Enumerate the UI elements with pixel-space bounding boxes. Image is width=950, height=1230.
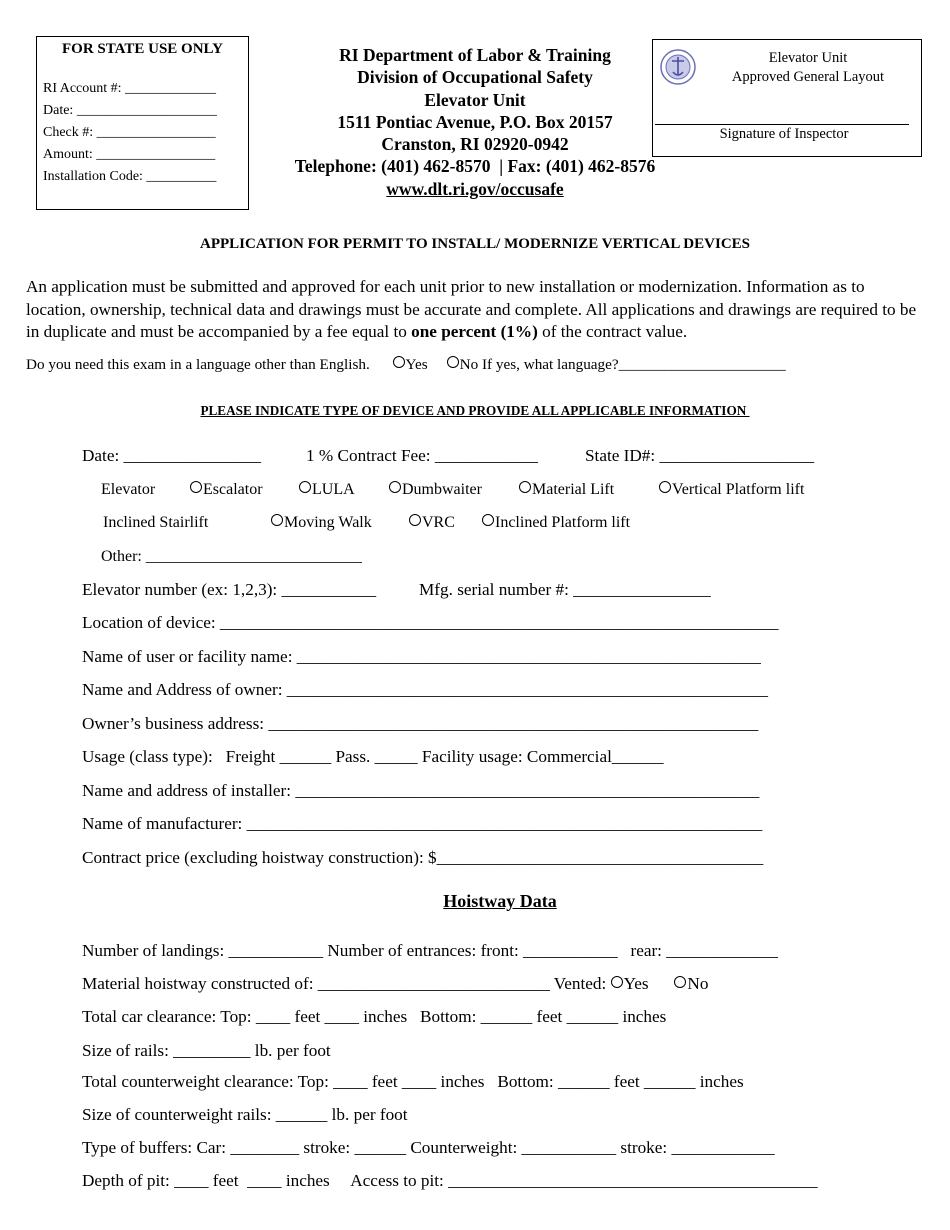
application-title: APPLICATION FOR PERMIT TO INSTALL/ MODERNIZE VERTICAL DEVICES	[200, 236, 750, 252]
intro-paragraph	[26, 276, 926, 344]
phone-fax: Telephone: (401) 462-8570 | Fax: (401) 462-8576	[294, 156, 656, 177]
counterweight-clearance-field[interactable]: Total counterweight clearance: Top: ____ feet ____ inches Bottom: ______ feet ______ inches	[82, 1072, 744, 1091]
inspector-box-unit: Elevator Unit	[768, 50, 848, 66]
location-field[interactable]: Location of device: _________________________________________________________________	[82, 613, 779, 632]
agency-header	[270, 44, 680, 200]
manufacturer-field[interactable]: Name of manufacturer: ____________________________________________________________	[82, 814, 763, 833]
device-vertical-platform-lift-option[interactable]	[659, 480, 804, 500]
other-device-field[interactable]: Other: ___________________________	[101, 548, 362, 565]
state-id-field[interactable]: State ID#: __________________	[585, 446, 815, 465]
language-no-label: No	[459, 356, 479, 373]
mfg-serial-field[interactable]: Mfg. serial number #: ________________	[419, 580, 711, 599]
pit-field[interactable]: Depth of pit: ____ feet ____ inches Access to pit: ___________________________________________	[82, 1171, 818, 1190]
material-lift-radio[interactable]	[519, 481, 531, 493]
device-escalator-option[interactable]	[190, 480, 263, 500]
language-no-radio[interactable]	[447, 356, 459, 368]
inspector-box-layout: Approved General Layout	[731, 69, 885, 85]
state-amount-field[interactable]: Amount: _________________	[43, 147, 216, 162]
division-name: Division of Occupational Safety	[357, 67, 593, 88]
moving-walk-label: Moving Walk	[284, 514, 372, 531]
agency-name: RI Department of Labor & Training	[339, 45, 611, 65]
owner-field[interactable]: Name and Address of owner: ________________________________________________________	[82, 680, 769, 699]
state-installation-code-field[interactable]: Installation Code: __________	[43, 169, 217, 184]
counterweight-rails-field[interactable]: Size of counterweight rails: ______ lb. per foot	[82, 1105, 408, 1124]
intro-fee-bold: one percent (1%)	[411, 322, 538, 341]
device-inclined-platform-lift-option[interactable]	[482, 513, 630, 533]
vented-yes-label: Yes	[623, 974, 649, 993]
usage-field[interactable]: Usage (class type): Freight ______ Pass. _____ Facility usage: Commercial______	[82, 747, 664, 766]
device-dumbwaiter-option[interactable]	[389, 480, 482, 500]
contract-price-field[interactable]: Contract price (excluding hoistway construction): $______________________________________	[82, 848, 764, 867]
lula-label: LULA	[312, 481, 355, 498]
buffers-field[interactable]: Type of buffers: Car: ________ stroke: ______ Counterweight: ___________ stroke: ____________	[82, 1138, 775, 1157]
vented-yes-radio[interactable]	[611, 976, 623, 988]
signature-line[interactable]	[655, 124, 909, 125]
state-use-title: FOR STATE USE ONLY	[61, 41, 223, 57]
language-question	[26, 356, 786, 374]
language-yes-radio[interactable]	[393, 356, 405, 368]
inclined-platform-lift-label: Inclined Platform lift	[495, 514, 631, 531]
date-field[interactable]: Date: ________________	[82, 446, 262, 465]
vrc-label: VRC	[422, 514, 455, 531]
state-date-field[interactable]: Date: ____________________	[43, 103, 217, 118]
indicate-instruction: PLEASE INDICATE TYPE OF DEVICE AND PROVIDE ALL APPLICABLE INFORMATION	[200, 403, 750, 418]
inspector-approval-box	[652, 39, 922, 157]
device-vrc-option[interactable]	[409, 513, 455, 533]
agency-website-link[interactable]: www.dlt.ri.gov/occusafe	[386, 178, 564, 199]
state-check-field[interactable]: Check #: _________________	[43, 125, 216, 140]
city-address: Cranston, RI 02920-0942	[381, 134, 569, 155]
car-clearance-field[interactable]: Total car clearance: Top: ____ feet ____ inches Bottom: ______ feet ______ inches	[82, 1007, 667, 1026]
state-account-field[interactable]: RI Account #: _____________	[43, 81, 217, 96]
inspector-box-title	[703, 49, 913, 87]
inclined-platform-lift-radio[interactable]	[482, 514, 494, 526]
device-moving-walk-option[interactable]	[271, 513, 372, 533]
unit-name: Elevator Unit	[424, 89, 526, 110]
state-use-box	[36, 36, 249, 210]
intro-text-end: of the contract value.	[537, 322, 688, 341]
vertical-platform-lift-label: Vertical Platform lift	[672, 481, 805, 498]
language-yes-label: Yes	[405, 356, 428, 373]
rails-size-field[interactable]: Size of rails: _________ lb. per foot	[82, 1041, 331, 1060]
vented-no-radio[interactable]	[674, 976, 686, 988]
landings-entrances-field[interactable]: Number of landings: ___________ Number of entrances: front: ___________ rear: _____________	[82, 941, 778, 960]
language-which-field[interactable]: If yes, what language?______________________	[478, 356, 786, 373]
dumbwaiter-label: Dumbwaiter	[402, 481, 482, 498]
dumbwaiter-radio[interactable]	[389, 481, 401, 493]
hoistway-data-heading: Hoistway Data	[443, 891, 557, 911]
owner-business-field[interactable]: Owner’s business address: _________________________________________________________	[82, 714, 759, 733]
user-name-field[interactable]: Name of user or facility name: ______________________________________________________	[82, 647, 761, 666]
vented-no-label: No	[687, 974, 709, 993]
escalator-radio[interactable]	[190, 481, 202, 493]
material-lift-label: Material Lift	[532, 481, 615, 498]
installer-field[interactable]: Name and address of installer: ______________________________________________________	[82, 781, 760, 800]
intro-text: An application must be submitted and approved for each unit prior to new installation or modernization. Information as to location, ownership, technical data and drawings must be accurate and complete. All applications and drawings are required to be in duplicate and must be accompanied by a fee equal to	[26, 277, 917, 341]
signature-label: Signature of Inspector	[719, 126, 849, 142]
escalator-label: Escalator	[203, 481, 263, 498]
hoistway-material-row	[82, 973, 708, 995]
moving-walk-radio[interactable]	[271, 514, 283, 526]
street-address: 1511 Pontiac Avenue, P.O. Box 20157	[337, 111, 613, 132]
vrc-radio[interactable]	[409, 514, 421, 526]
device-inclined-stairlift-label: Inclined Stairlift	[103, 514, 209, 531]
language-question-text: Do you need this exam in a language other than English.	[26, 356, 370, 373]
device-lula-option[interactable]	[299, 480, 355, 500]
hoistway-material-field[interactable]: Material hoistway constructed of: ___________________________ Vented:	[82, 974, 611, 993]
contract-fee-field[interactable]: 1 % Contract Fee: ____________	[306, 446, 538, 465]
device-elevator-label: Elevator	[101, 481, 156, 498]
state-seal-icon	[659, 48, 697, 86]
device-material-lift-option[interactable]	[519, 480, 614, 500]
elevator-number-field[interactable]: Elevator number (ex: 1,2,3): ___________	[82, 580, 377, 599]
vertical-platform-lift-radio[interactable]	[659, 481, 671, 493]
lula-radio[interactable]	[299, 481, 311, 493]
